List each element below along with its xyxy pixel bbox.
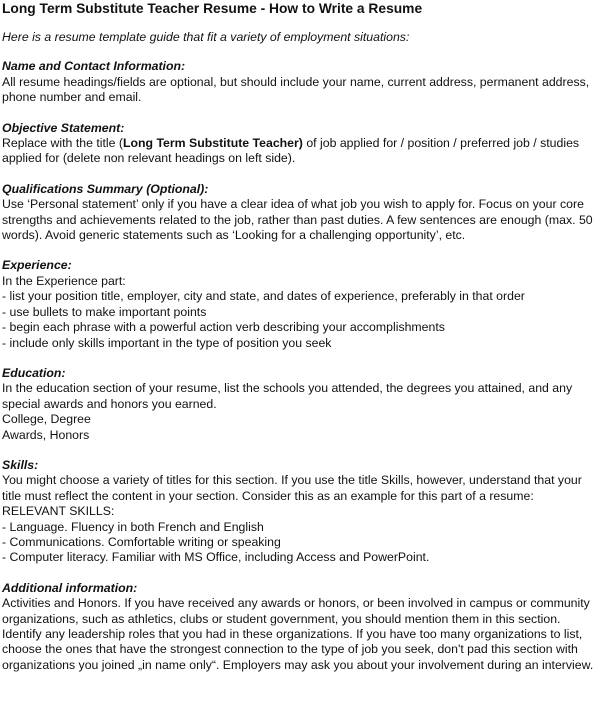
list-item: - Communications. Comfortable writing or speaking	[2, 534, 281, 549]
objective-job-title: Long Term Substitute Teacher)	[122, 136, 303, 151]
intro-text: Here is a resume template guide that fit a variety of employment situations:	[2, 30, 410, 44]
section-additional	[2, 581, 600, 673]
section-skills	[2, 458, 600, 566]
list-item: - Language. Fluency in both French and English	[2, 519, 264, 534]
section-contact	[2, 59, 600, 105]
section-heading: Experience:	[2, 258, 72, 273]
section-qualifications	[2, 182, 600, 244]
section-heading: Education:	[2, 365, 66, 380]
page-title: Long Term Substitute Teacher Resume - How to Write a Resume	[2, 1, 423, 16]
section-heading: Objective Statement:	[2, 120, 125, 135]
list-item: Awards, Honors	[2, 427, 90, 442]
section-heading: Skills:	[2, 457, 39, 472]
section-heading: Additional information:	[2, 580, 138, 595]
list-item: - list your position title, employer, city and state, and dates of experience, preferably in that order	[2, 289, 525, 304]
section-education	[2, 366, 600, 443]
section-body: All resume headings/fields are optional, but should include your name, current address, permanent address, phone number and email.	[2, 74, 590, 105]
list-item: - Computer literacy. Familiar with MS Office, including Access and PowerPoint.	[2, 550, 430, 565]
section-heading: Qualifications Summary (Optional):	[2, 181, 209, 196]
section-body	[2, 136, 600, 167]
list-item: - use bullets to make important points	[2, 304, 207, 319]
list-item: In the Experience part:	[2, 273, 126, 288]
section-body: Activities and Honors. If you have received any awards or honors, or been involved in campus or community organizations, such as athletics, clubs or student government, you should mention them in this section. Identify any leadership roles that you had in these organizations. If you have too many organizations to list, choose the ones that have the strongest connection to the type of job you seek, don't pad this section with organizations you joined „in name only“. Employers may ask you about your involvement during an interview.	[2, 596, 594, 672]
list-item: - include only skills important in the type of position you seek	[2, 335, 332, 350]
objective-text-before: Replace with the title (	[2, 136, 123, 151]
section-body: In the education section of your resume, list the schools you attended, the degrees you attained, and any special awards and honors you earned.	[2, 381, 573, 411]
list-item: RELEVANT SKILLS:	[2, 504, 115, 519]
list-item: College, Degree	[2, 412, 91, 427]
section-heading: Name and Contact Information:	[2, 59, 186, 74]
resume-guide-document	[2, 0, 600, 673]
section-experience	[2, 258, 600, 350]
section-body: Use ‘Personal statement’ only if you have a clear idea of what job you wish to apply for. Focus on your core strengths and achievements related to the job, rather than past duties. A few sentences are enough (max. 50 words). Avoid generic statements such as ‘Looking for a challenging opportunity’, etc.	[2, 197, 593, 243]
section-body: You might choose a variety of titles for this section. If you use the title Skills, however, understand that your title must reflect the content in your section. Consider this as an example for this part of a resume:	[2, 473, 582, 503]
list-item: - begin each phrase with a powerful action verb describing your accomplishments	[2, 320, 445, 335]
section-objective	[2, 121, 600, 167]
objective-text-after: of job applied for / position / preferred job / studies applied for (delete non relevant headings on left side).	[2, 136, 580, 166]
